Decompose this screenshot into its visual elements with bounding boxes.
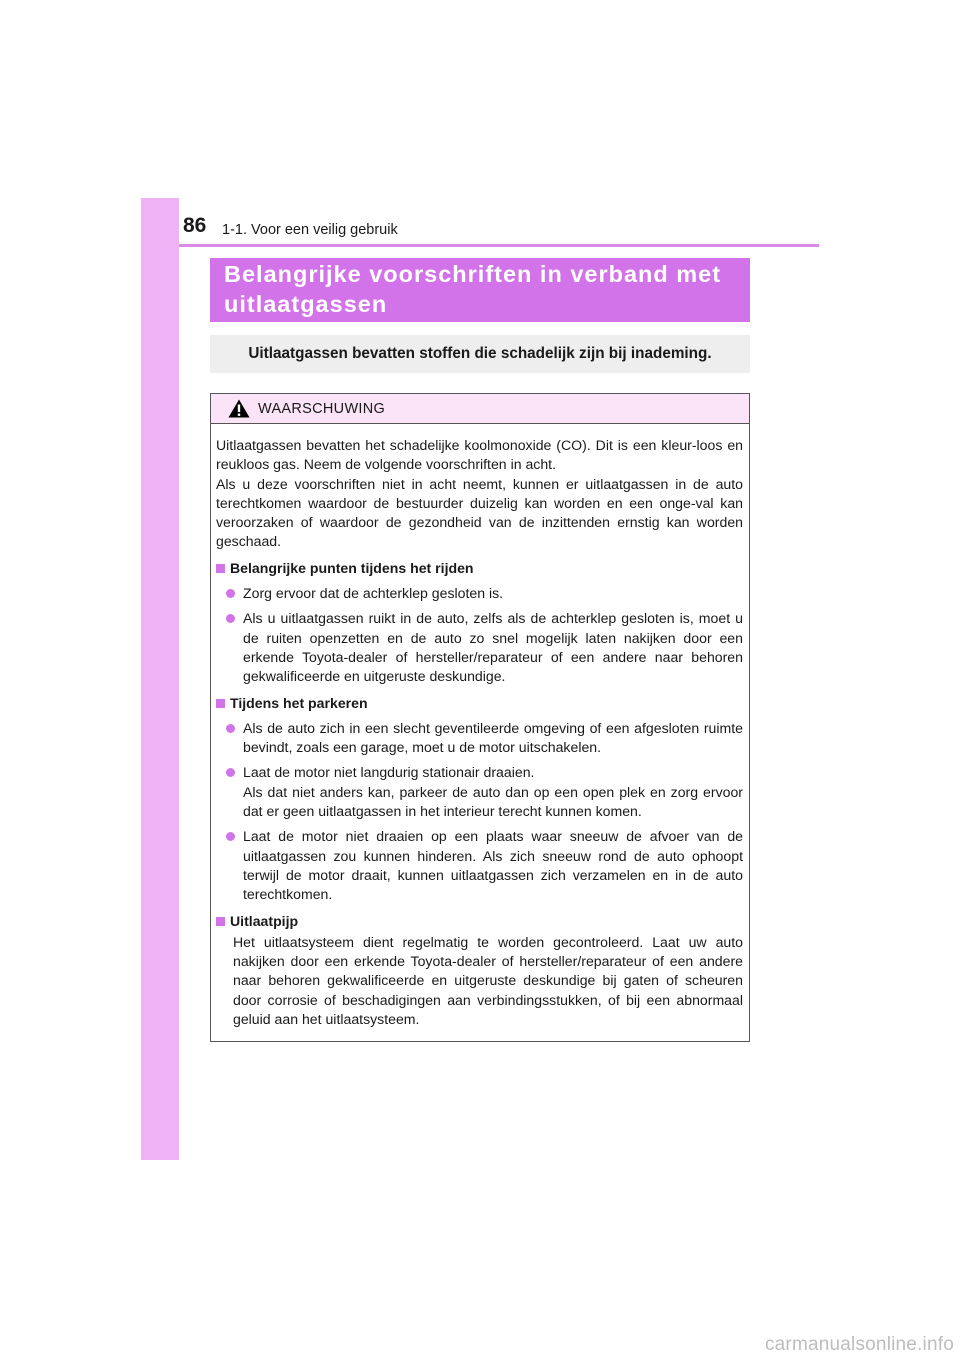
section-heading-exhaust-pipe (216, 912, 743, 931)
section-paragraph: Het uitlaatsysteem dient regelmatig te worden gecontroleerd. Laat uw auto nakijken door een erkende Toyota-dealer of hersteller/reparateur of een andere naar behoren gekwalificeerde en uitgeruste deskundige bij gaten of scheuren door corrosie of beschadigingen aan verbindingsstukken, of bij een abnormaal geluid aan het uitlaatsysteem. (233, 933, 743, 1028)
list-item (226, 609, 743, 686)
title-box (210, 258, 750, 322)
list-item-text: Laat de motor niet langdurig stationair draaien. (243, 764, 535, 781)
round-bullet-icon (226, 614, 235, 623)
round-bullet-icon (226, 724, 235, 733)
square-bullet-icon (216, 917, 225, 926)
list-item-text: Als u uitlaatgassen ruikt in de auto, zelfs als de achterklep gesloten is, moet u de ruiten openzetten en de auto zo snel mogelijk laten nakijken door een erkende Toyota-dealer of hersteller/reparateur of een andere naar behoren gekwalificeerde en uitgeruste deskundige. (243, 610, 743, 685)
section-heading-text: Tijdens het parkeren (230, 694, 368, 711)
square-bullet-icon (216, 564, 225, 573)
summary-box (210, 335, 750, 373)
warning-triangle-icon (228, 399, 250, 418)
list-item-text: Als de auto zich in een slecht geventileerde omgeving of een afgesloten ruimte bevindt, zoals een garage, moet u de motor uitschakelen. (243, 719, 743, 756)
list-item-text: Als dat niet anders kan, parkeer de auto dan op een open plek en zorg ervoor dat er geen uitlaatgassen in het interieur terecht kunnen komen. (243, 783, 743, 820)
square-bullet-icon (216, 699, 225, 708)
list-item (226, 584, 743, 603)
warning-body (211, 424, 749, 1029)
list-item (226, 827, 743, 904)
header-rule (179, 244, 819, 247)
section-heading-text: Uitlaatpijp (230, 912, 299, 929)
warning-box (210, 393, 750, 1042)
round-bullet-icon (226, 832, 235, 841)
chapter-side-tab (141, 198, 179, 1160)
list-item (226, 763, 743, 821)
round-bullet-icon (226, 589, 235, 598)
list-item-text: Laat de motor niet draaien op een plaats waar sneeuw de afvoer van de uitlaatgassen zou kunnen hinderen. Als zich sneeuw rond de auto ophoopt terwijl de motor draait, kunnen uitlaatgassen zich verzamelen en in de auto terechtkomen. (243, 828, 743, 903)
page-title-line-2: uitlaatgassen (224, 291, 388, 317)
warning-intro-paragraph: Als u deze voorschriften niet in acht neemt, kunnen er uitlaatgassen in de auto terechtkomen waardoor de bestuurder duizelig kan worden en een onge-val kan veroorzaken of waardoor de gezondheid van de inzittenden ernstig kan worden geschaad. (216, 475, 743, 550)
warning-intro-paragraph: Uitlaatgassen bevatten het schadelijke koolmonoxide (CO). Dit is een kleur-loos en reukloos gas. Neem de volgende voorschriften in acht. (216, 437, 743, 473)
page-title-line-1: Belangrijke voorschriften in verband met (224, 261, 722, 287)
section-heading-parking (216, 694, 743, 713)
section-heading-driving (216, 559, 743, 578)
section-heading-text: Belangrijke punten tijdens het rijden (230, 559, 474, 576)
section-header: 1-1. Voor een veilig gebruik (222, 222, 398, 238)
page-number: 86 (183, 214, 207, 237)
list-item (226, 719, 743, 758)
watermark-text: carmanualsonline.info (764, 1334, 954, 1355)
list-item-text: Zorg ervoor dat de achterklep gesloten is. (243, 585, 504, 602)
round-bullet-icon (226, 768, 235, 777)
warning-header (211, 394, 749, 424)
summary-text: Uitlaatgassen bevatten stoffen die schadelijk zijn bij inademing. (248, 345, 712, 362)
warning-title: WAARSCHUWING (258, 400, 386, 417)
